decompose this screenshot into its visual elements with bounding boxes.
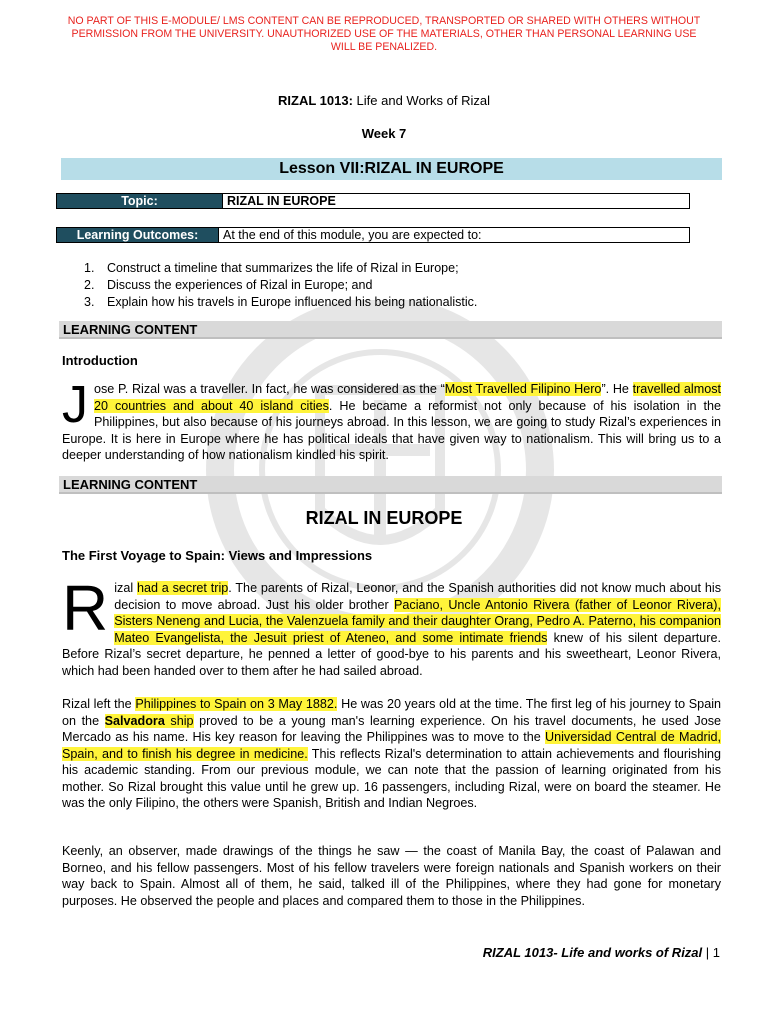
dropcap: R	[62, 572, 109, 644]
topic-value: RIZAL IN EUROPE	[222, 194, 336, 208]
section-bar-learning-content: LEARNING CONTENT	[59, 476, 722, 494]
introduction-paragraph: Jose P. Rizal was a traveller. In fact, he was considered as the “Most Travelled Filipino Hero”. He travelled almost 20 countries and about 40 island cities. He became a reformist not only because of his isolation in the Philippines, but also because of his journeys abroad. In this lesson, we are going to study Rizal’s experiences in Europe. It is here in Europe where he has political ideals that have given way to nationalism. This will bring us to a deeper understanding of how nationalism kindled his spirit.	[62, 376, 721, 462]
voyage-paragraph: Rizal had a secret trip. The parents of Rizal, Leonor, and the Spanish authorities did not know much about his decision to move abroad. Just his older brother Paciano, Uncle Antonio Rivera (father of Leonor Rivera), Sisters Neneng and Lucia, the Valenzuela family and their daughter Orang, Pedro A. Paterno, his companion Mateo Evangelista, the Jesuit priest of Ateneo, and some intimate friends knew of his silent departure. Before Rizal’s secret departure, he penned a letter of good-bye to his parents and his sweetheart, Leonor Rivera, which had been handed over to them after he had sailed abroad.	[62, 572, 721, 678]
highlight: Philippines to Spain on 3 May 1882.	[135, 697, 338, 711]
outcomes-list	[84, 260, 477, 311]
course-title: Life and Works of Rizal	[352, 93, 490, 108]
highlight: Most Travelled Filipino Hero	[444, 382, 602, 396]
introduction-heading: Introduction	[62, 353, 138, 368]
footer-title: RIZAL 1013- Life and works of Rizal	[482, 945, 703, 960]
main-title: RIZAL IN EUROPE	[305, 508, 463, 528]
highlight: Paciano, Uncle Antonio Rivera (father of Leonor Rivera), Sisters Neneng and Lucia, the Valenzuela family and their daughter Orang, Pedro A. Paterno, his companion Mateo Evangelista, the Jesuit priest of Ateneo, and some intimate friends	[114, 597, 721, 645]
learning-outcomes-row	[56, 227, 690, 243]
page-number: 1	[712, 945, 720, 960]
departure-paragraph: Rizal left the Philippines to Spain on 3 May 1882. He was 20 years old at the time. The first leg of his journey to Spain on the Salvadora ship proved to be a young man's learning experience. On his travel documents, he used Jose Mercado as his name. His key reason for leaving the Philippines was to move to the Universidad Central de Madrid, Spain, and to finish his degree in medicine. This reflects Rizal's determination to attain achievements and flourishing his academic standing. From our previous module, we can note that the passion of learning originated from his mother. So Rizal brought this value until he grew up. 16 passengers, including Rizal, were on board the steamer. He was the only Filipino, the others were Spanish, British and Indian Negroes.	[62, 697, 722, 810]
highlight: ship	[164, 713, 194, 728]
page-footer	[483, 945, 720, 960]
dropcap: J	[62, 376, 88, 434]
list-item: 3. Explain how his travels in Europe influenced his being nationalistic.	[84, 295, 478, 309]
topic-row	[56, 193, 690, 209]
footer-separator: |	[702, 945, 713, 960]
course-code: RIZAL 1013:	[278, 93, 353, 108]
highlight: Universidad Central de Madrid, Spain, and to finish his degree in medicine.	[62, 730, 721, 761]
voyage-heading: The First Voyage to Spain: Views and Impressions	[62, 548, 373, 563]
highlight: had a secret trip	[136, 581, 229, 595]
highlight: Salvadora	[104, 713, 165, 728]
observer-paragraph: Keenly, an observer, made drawings of the things he saw — the coast of Manila Bay, the coast of Palawan and Borneo, and his fellow passengers. Most of his fellow travelers were foreign nationals and Spanish workers on their way back to Spain. Almost all of them, he said, talked ill of the Philippines, where they had gone for monetary purposes. He observed the people and places and compared them to those in the Philippines.	[62, 844, 721, 908]
week-label: Week 7	[361, 126, 407, 141]
course-heading	[0, 93, 768, 108]
learning-outcomes-label: Learning Outcomes:	[57, 228, 218, 242]
copyright-notice: NO PART OF THIS E-MODULE/ LMS CONTENT CAN BE REPRODUCED, TRANSPORTED OR SHARED WITH OTHERS WITHOUT PERMISSION FROM THE UNIVERSITY. UNAUTHORIZED USE OF THE MATERIALS, OTHER THAN PERSONAL LEARNING USE WILL BE PENALIZED.	[67, 15, 701, 53]
list-item: 2. Discuss the experiences of Rizal in Europe; and	[84, 278, 373, 292]
topic-label: Topic:	[57, 194, 222, 208]
highlight: travelled almost 20 countries and about 40 island cities	[94, 382, 721, 413]
list-item: 1. Construct a timeline that summarizes the life of Rizal in Europe;	[84, 261, 459, 275]
section-bar-learning-content: LEARNING CONTENT	[59, 321, 722, 339]
learning-outcomes-value: At the end of this module, you are expected to:	[218, 228, 482, 242]
lesson-title: Lesson VII:RIZAL IN EUROPE	[61, 158, 722, 180]
